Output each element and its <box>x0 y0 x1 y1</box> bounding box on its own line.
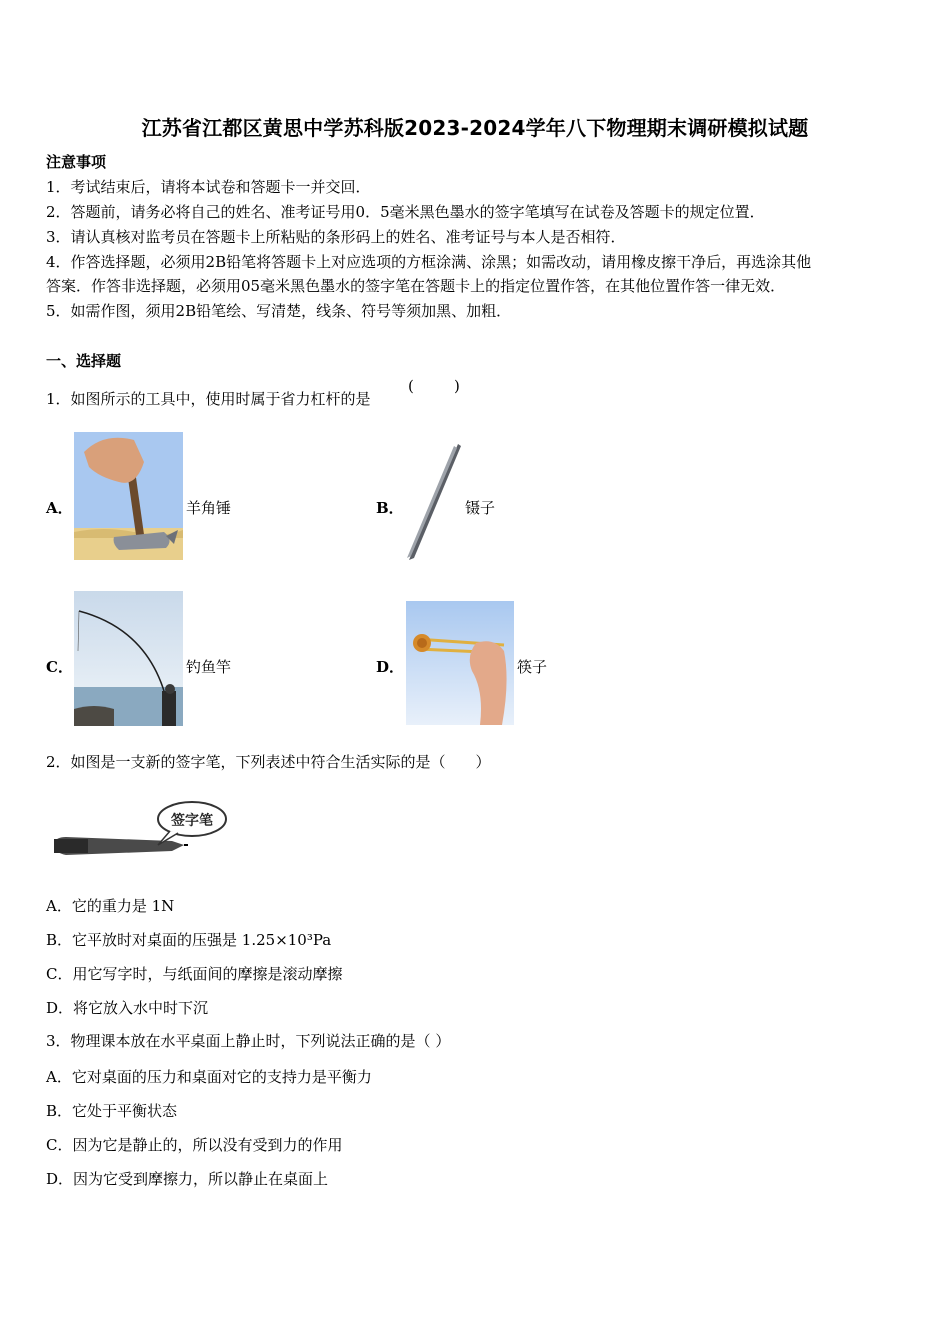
q1-option-d-label: 筷子 <box>517 658 548 676</box>
q3-option-c[interactable]: C．因为它是静止的，所以没有受到力的作用 <box>46 1136 343 1154</box>
chopsticks-image <box>406 601 514 725</box>
tweezers-image <box>402 440 464 562</box>
notice-item: 5．如需作图，须用2B铅笔绘、写清楚，线条、符号等须加黑、加粗． <box>46 302 512 320</box>
q1-option-b-letter[interactable]: B． <box>376 499 404 517</box>
q1-option-c-label: 钓鱼竿 <box>186 658 232 676</box>
hammer-image <box>74 432 183 560</box>
notice-item: 2．答题前，请务必将自己的姓名、准考证号用0．5毫米黑色墨水的签字笔填写在试卷及答题卡的规定位置． <box>46 203 765 221</box>
question-2-stem: 2．如图是一支新的签字笔，下列表述中符合生活实际的是（ ） <box>46 753 491 771</box>
q3-option-a[interactable]: A．它对桌面的压力和桌面对它的支持力是平衡力 <box>46 1068 372 1086</box>
q1-option-a-label: 羊角锤 <box>186 499 232 517</box>
question-1-stem: 1．如图所示的工具中，使用时属于省力杠杆的是 <box>46 390 371 408</box>
q2-option-c[interactable]: C．用它写字时，与纸面间的摩擦是滚动摩擦 <box>46 965 343 983</box>
q3-option-d[interactable]: D．因为它受到摩擦力，所以静止在桌面上 <box>46 1170 329 1188</box>
page-title: 江苏省江都区黄思中学苏科版2023-2024学年八下物理期末调研模拟试题 <box>141 116 809 140</box>
q3-option-b[interactable]: B．它处于平衡状态 <box>46 1102 178 1120</box>
q1-option-c-letter[interactable]: C． <box>46 658 73 676</box>
q1-option-a-letter[interactable]: A． <box>46 499 73 517</box>
q2-option-a[interactable]: A．它的重力是 1N <box>46 897 175 915</box>
q1-option-b-label: 镊子 <box>465 499 496 517</box>
section-heading: 一、选择题 <box>46 352 122 370</box>
q2-option-b[interactable]: B．它平放时对桌面的压强是 1.25×10³Pa <box>46 931 332 949</box>
pen-callout-label: 签字笔 <box>171 813 213 829</box>
notice-heading: 注意事项 <box>46 153 107 171</box>
q1-option-d-letter[interactable]: D． <box>376 658 405 676</box>
answer-paren-open: ( <box>408 377 414 395</box>
fishing-rod-image <box>74 591 183 726</box>
notice-item: 1．考试结束后，请将本试卷和答题卡一并交回． <box>46 178 371 196</box>
question-3-stem: 3．物理课本放在水平桌面上静止时，下列说法正确的是（ ） <box>46 1032 451 1050</box>
notice-item: 答案．作答非选择题，必须用05毫米黑色墨水的签字笔在答题卡上的指定位置作答，在其他位置作答一律无效． <box>46 277 786 295</box>
q2-option-d[interactable]: D．将它放入水中时下沉 <box>46 999 209 1017</box>
pen-image <box>52 795 230 865</box>
notice-item: 4．作答选择题，必须用2B铅笔将答题卡上对应选项的方框涂满、涂黑；如需改动，请用橡皮擦干净后，再选涂其他 <box>46 253 812 271</box>
notice-item: 3．请认真核对监考员在答题卡上所粘贴的条形码上的姓名、准考证号与本人是否相符． <box>46 228 626 246</box>
answer-paren-close: ) <box>454 377 460 395</box>
